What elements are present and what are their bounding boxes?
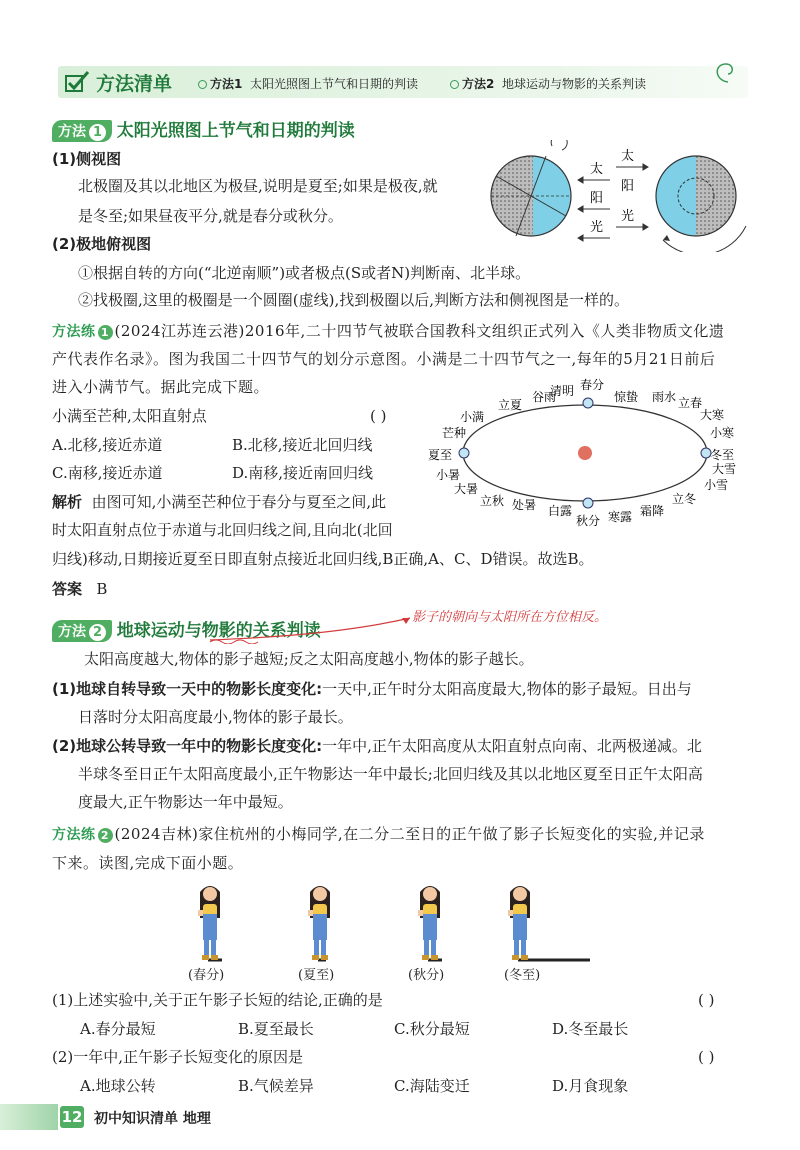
solar-term-12: 秋分 [576, 514, 601, 528]
para-polar-2: ②找极圈,这里的极圈是一个圆圈(虚线),找到极圈以后,判断方法和侧视图是一样的。 [78, 291, 630, 309]
side-view-globe [491, 140, 573, 246]
dot-icon [198, 80, 207, 89]
method-tag-number: 1 [89, 124, 106, 141]
q1: (1)上述实验中,关于正午影子长短的结论,正确的是 [52, 991, 383, 1009]
girl-figure-0 [198, 886, 222, 960]
q2-option-c: C.海陆变迁 [394, 1077, 470, 1095]
item2-line2: 半球冬至日正午太阳高度最小,正午物影达一年中最长;北回归线及其以北地区夏至日正午太阳高 [78, 765, 703, 783]
solar-term-21: 立夏 [498, 398, 523, 412]
sun [578, 446, 592, 460]
label-spring: (春分) [188, 968, 225, 983]
banner-title: 方法清单 [96, 73, 173, 95]
option-d: D.南移,接近南回归线 [232, 464, 374, 482]
method-banner [58, 66, 748, 98]
practice1-line2: 产代表作名录》。图为我国二十四节气的划分示意图。小满是二十四节气之一,每年的5月21日前后 [52, 350, 716, 368]
section2-intro: 太阳高度越大,物体的影子越短;反之太阳高度越小,物体的影子越长。 [84, 650, 534, 668]
solar-term-19: 芒种 [442, 426, 467, 440]
q2-option-d: D.月食现象 [552, 1077, 629, 1095]
q1-option-d: D.冬至最长 [552, 1020, 629, 1038]
label-autumn: (秋分) [408, 968, 445, 983]
solar-term-14: 处暑 [512, 498, 537, 512]
q1-option-a: A.春分最短 [80, 1020, 156, 1038]
solar-terms-diagram [420, 375, 750, 535]
earth-icon [459, 448, 469, 458]
item1-line1 [52, 678, 692, 700]
solar-term-23: 清明 [550, 384, 575, 398]
solar-term-3: 立春 [678, 396, 703, 410]
checkbox-icon [64, 70, 90, 94]
banner-method2 [450, 75, 646, 92]
answer-value: B [96, 580, 108, 598]
shadow-experiment-figure [180, 880, 630, 983]
analysis-line1 [52, 491, 386, 513]
solar-term-11: 寒露 [608, 510, 633, 524]
item2-line1 [52, 735, 702, 757]
banner-method2-label: 方法2 [462, 77, 495, 91]
dot-icon [450, 80, 459, 89]
practice1-line1 [52, 320, 724, 343]
answer-paren: ( ) [370, 407, 387, 425]
polar-view-globe [656, 150, 746, 252]
solar-term-15: 立秋 [480, 494, 505, 508]
para-polar-1: ①根据自转的方向(“北逆南顺”)或者极点(S或者N)判断南、北半球。 [78, 264, 531, 282]
solar-term-7: 大雪 [712, 462, 737, 476]
q1-option-b: B.夏至最长 [238, 1020, 314, 1038]
sunlight-diagrams [488, 140, 758, 252]
method-tag [52, 120, 112, 142]
handwritten-note: 影子的朝向与太阳所在方位相反。 [412, 610, 608, 625]
solar-term-4: 大寒 [700, 408, 725, 422]
item2-line3: 度最大,正午物影达一年中最短。 [78, 793, 293, 811]
section2-title: 地球运动与物影的关系判读 [116, 621, 321, 641]
earth-icon [583, 398, 593, 408]
practice1-text1: (2024江苏连云港)2016年,二十四节气被联合国教科文组织正式列入《人类非物质文化遗 [114, 322, 725, 340]
solar-term-8: 小雪 [704, 478, 729, 492]
solar-term-18: 夏至 [428, 448, 453, 462]
solar-term-17: 小暑 [436, 468, 461, 482]
analysis-text1: 由图可知,小满至芒种位于春分与夏至之间,此 [91, 493, 387, 511]
solar-term-13: 白露 [548, 504, 573, 518]
solar-term-1: 惊蛰 [614, 390, 639, 404]
solar-term-6: 冬至 [710, 448, 735, 462]
sun-char-2: 阳 [590, 191, 604, 206]
q1-option-c: C.秋分最短 [394, 1020, 470, 1038]
sun-char-3: 光 [590, 220, 604, 235]
analysis-line3: 归线)移动,日期接近夏至日即直射点接近北回归线,B正确,A、C、D错误。故选B。 [52, 550, 594, 568]
solar-term-20: 小满 [460, 410, 485, 424]
option-b: B.北移,接近北回归线 [232, 436, 373, 454]
section1-title: 太阳光照图上节气和日期的判读 [116, 121, 355, 141]
practice-label: 方法练 2 [52, 827, 115, 843]
solar-term-9: 立冬 [672, 492, 697, 506]
para-side-view-1: 北极圈及其以北地区为极昼,说明是夏至;如果是极夜,就 [78, 177, 438, 195]
practice2-line1 [52, 823, 705, 846]
item1-line2: 日落时分太阳高度最小,物体的影子最长。 [78, 708, 353, 726]
para-side-view-2: 是冬至;如果昼夜平分,就是春分或秋分。 [78, 207, 343, 225]
handwritten-note-arrow [200, 608, 440, 644]
answer-label: 答案 [52, 580, 83, 598]
girl-figure-2 [418, 886, 442, 960]
page-footer [0, 1104, 800, 1130]
solar-term-0: 春分 [580, 378, 605, 392]
girl-figure-3 [508, 886, 590, 960]
solar-term-22: 谷雨 [532, 390, 557, 404]
banner-method1-text: 太阳光照图上节气和日期的判读 [250, 77, 419, 91]
practice2-line2: 下来。读图,完成下面小题。 [52, 854, 244, 872]
swirl-decoration-icon [708, 58, 738, 88]
method-tag-label: 方法 [58, 624, 86, 640]
footer-bar [0, 1104, 58, 1130]
method-tag [52, 620, 112, 642]
analysis-label: 解析 [52, 493, 83, 511]
banner-method1-label: 方法1 [210, 77, 243, 91]
item1-bold: (1)地球自转导致一天中的物影长度变化: [52, 680, 323, 698]
solar-term-16: 大暑 [454, 482, 479, 496]
label-winter: (冬至) [504, 968, 541, 983]
item2-text: 一年中,正午太阳高度从太阳直射点向南、北两极递减。北 [322, 737, 702, 755]
q2-paren: ( ) [698, 1048, 715, 1066]
sun-char-6: 光 [621, 209, 635, 224]
analysis-line2: 时太阳直射点位于赤道与北回归线之间,且向北(北回 [52, 521, 393, 539]
page-number: 12 [61, 1108, 83, 1126]
label-summer: (夏至) [298, 968, 335, 983]
sun-char-4: 太 [621, 149, 635, 164]
item1-text: 一天中,正午时分太阳高度最大,物体的影子最短。日出与 [322, 680, 692, 698]
option-c: C.南移,接近赤道 [52, 464, 163, 482]
practice1-line3: 进入小满节气。据此完成下题。 [52, 378, 270, 396]
earth-icon [583, 498, 593, 508]
answer-line [52, 578, 107, 600]
banner-method2-text: 地球运动与物影的关系判读 [502, 77, 647, 91]
q1-paren: ( ) [698, 991, 715, 1009]
solar-term-10: 霜降 [640, 504, 665, 518]
method-tag-label: 方法 [58, 124, 86, 140]
item2-bold: (2)地球公转导致一年中的物影长度变化: [52, 737, 323, 755]
q2-option-a: A.地球公转 [80, 1077, 156, 1095]
sun-char-5: 阳 [621, 179, 635, 194]
sub-heading-side-view: (1)侧视图 [52, 150, 122, 168]
banner-method1 [198, 75, 418, 92]
girl-figures [180, 880, 630, 980]
q2: (2)一年中,正午影子长短变化的原因是 [52, 1048, 304, 1066]
practice2-text1: (2024吉林)家住杭州的小梅同学,在二分二至日的正午做了影子长短变化的实验,并记录 [114, 825, 705, 843]
sub-heading-polar-view: (2)极地俯视图 [52, 235, 152, 253]
footer-text: 初中知识清单 地理 [94, 1111, 211, 1127]
question1: 小满至芒种,太阳直射点 [52, 407, 207, 425]
section1-heading [52, 116, 355, 142]
practice-label: 方法练 1 [52, 324, 115, 340]
option-a: A.北移,接近赤道 [52, 436, 163, 454]
girl-figure-1 [308, 886, 330, 960]
q2-option-b: B.气候差异 [238, 1077, 314, 1095]
solar-term-5: 小寒 [710, 426, 735, 440]
method-tag-number: 2 [89, 624, 106, 641]
solar-term-2: 雨水 [652, 390, 677, 404]
sun-char-1: 太 [590, 162, 604, 177]
